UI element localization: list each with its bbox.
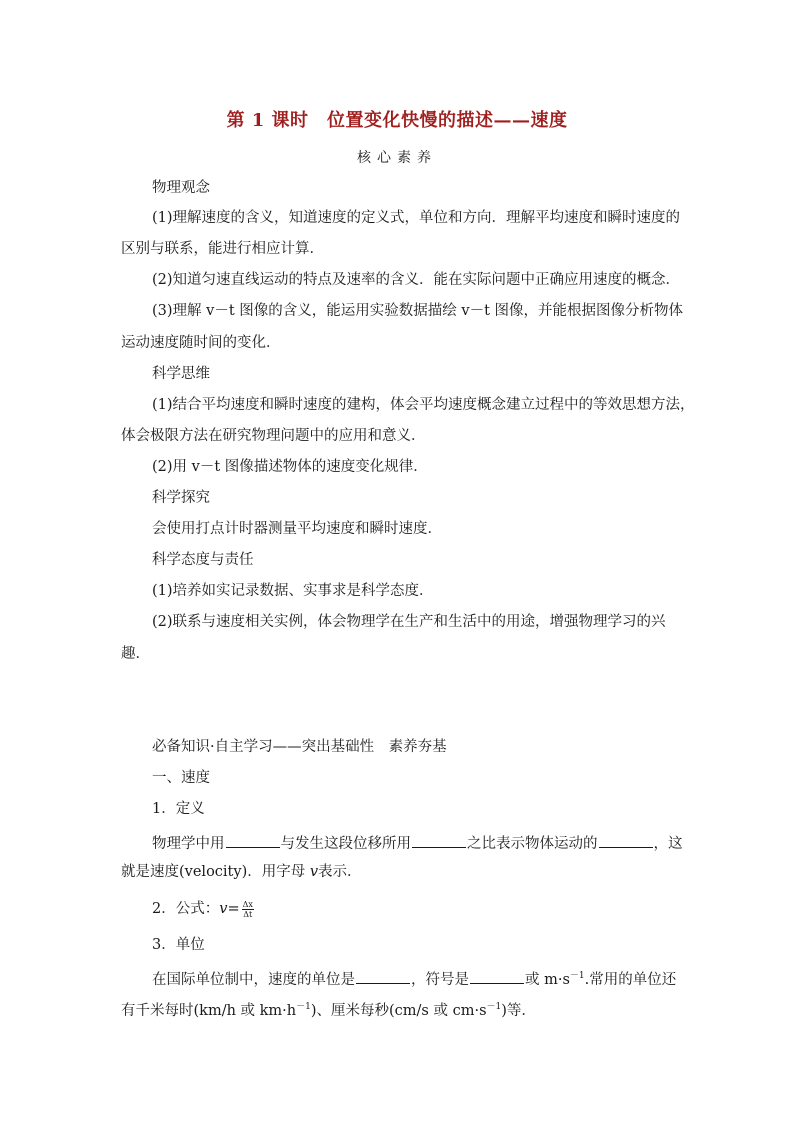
knowledge-heading: 必备知识·自主学习——突出基础性 素养夯基 <box>152 739 447 755</box>
fraction-numerator: Δx <box>242 899 253 909</box>
superscript: －1 <box>486 1002 502 1012</box>
text: 与发生这段位移所用 <box>280 836 411 852</box>
paragraph: (2)用 v－t 图像描述物体的速度变化规律． <box>152 459 428 475</box>
fill-blank[interactable] <box>470 967 524 984</box>
text: 就是速度(velocity)．用字母 <box>121 864 310 880</box>
variable-v: v <box>219 901 228 917</box>
formula-label: 2．公式： <box>152 901 220 917</box>
paragraph: 会使用打点计时器测量平均速度和瞬时速度． <box>152 521 442 537</box>
superscript: －1 <box>569 971 585 981</box>
superscript: －1 <box>296 1002 311 1012</box>
paragraph: (2)联系与速度相关实例，体会物理学在生产和生活中的用途，增强物理学习的兴 <box>152 614 666 630</box>
text: )等． <box>501 1002 536 1019</box>
paragraph: (2)知道匀速直线运动的特点及速率的含义．能在实际问题中正确应用速度的概念． <box>152 272 681 288</box>
paragraph: (1)理解速度的含义，知道速度的定义式，单位和方向．理解平均速度和瞬时速度的 <box>152 210 681 226</box>
definition-line <box>152 831 683 854</box>
variable-v: v <box>309 864 319 880</box>
definition-label: 1．定义 <box>152 801 205 817</box>
text: .常用的单位还 <box>584 971 677 988</box>
paragraph-continued: 运动速度随时间的变化． <box>121 335 281 351</box>
text: 表示． <box>318 864 362 880</box>
fill-blank[interactable] <box>599 831 653 848</box>
text: ，符号是 <box>411 971 469 988</box>
page-title: 第 1 课时 位置变化快慢的描述——速度 <box>226 110 568 131</box>
heading-physics-concept: 物理观念 <box>152 180 210 196</box>
paragraph-continued: 区别与联系，能进行相应计算． <box>121 241 324 257</box>
text: 之比表示物体运动的 <box>467 836 598 852</box>
paragraph: (3)理解 v－t 图像的含义，能运用实验数据描绘 v－t 图像，并能根据图像分析物体 <box>152 303 684 319</box>
paragraph-continued: 体会极限方法在研究物理问题中的应用和意义． <box>121 428 426 444</box>
text: 或 m·s <box>525 971 570 988</box>
fill-blank[interactable] <box>412 831 466 848</box>
formula-line <box>152 899 254 919</box>
unit-label: 3．单位 <box>152 937 205 953</box>
fraction-denominator: Δt <box>243 909 253 919</box>
text: )、厘米每秒(cm/s 或 cm·s <box>310 1002 487 1019</box>
definition-line-continued <box>121 862 362 882</box>
fill-blank[interactable] <box>356 967 410 984</box>
text: 在国际单位制中，速度的单位是 <box>152 971 355 988</box>
paragraph-continued: 趣． <box>121 646 150 662</box>
paragraph: (1)培养如实记录数据、实事求是科学态度． <box>152 583 434 599</box>
subsection-velocity: 一、速度 <box>152 770 210 786</box>
unit-line-continued <box>121 997 536 1021</box>
text: 有千米每时(km/h 或 km·h <box>121 1002 297 1019</box>
heading-attitude-responsibility: 科学态度与责任 <box>152 552 254 568</box>
heading-scientific-inquiry: 科学探究 <box>152 490 210 506</box>
paragraph: (1)结合平均速度和瞬时速度的建构，体会平均速度概念建立过程中的等效思想方法， <box>152 397 695 413</box>
text: ，这 <box>653 836 683 852</box>
equals-sign: = <box>227 901 240 917</box>
text: 物理学中用 <box>152 836 225 852</box>
fill-blank[interactable] <box>226 831 280 848</box>
unit-line <box>152 966 676 990</box>
heading-scientific-thinking: 科学思维 <box>152 366 210 382</box>
section-subtitle: 核心素养 <box>357 150 437 166</box>
fraction <box>242 900 254 919</box>
